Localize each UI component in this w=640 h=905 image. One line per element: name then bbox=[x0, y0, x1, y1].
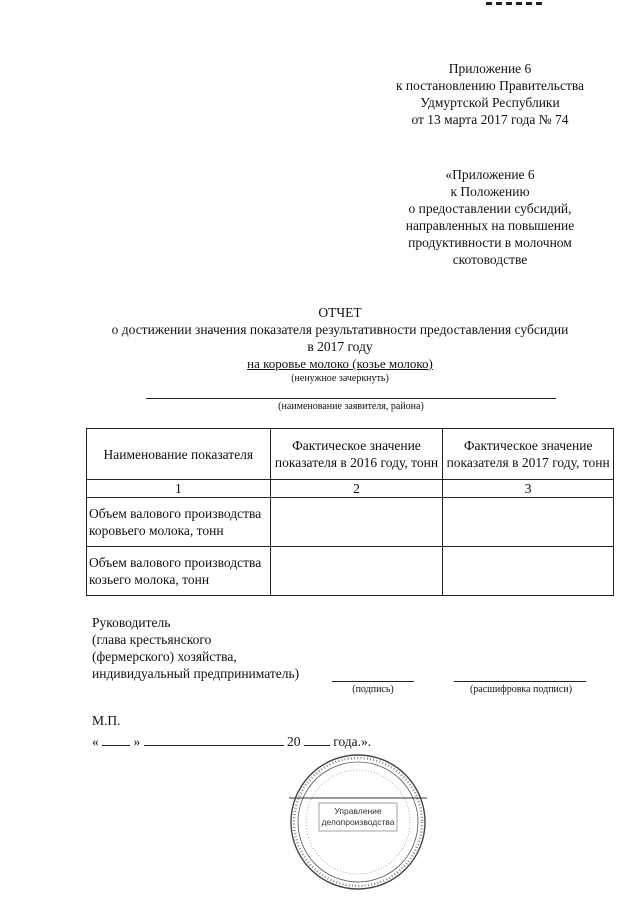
signature-field-line bbox=[332, 681, 414, 682]
row-cow-milk-label: Объем валового производства коровьего молока, тонн bbox=[87, 498, 271, 547]
table-number-row bbox=[87, 480, 614, 498]
report-heading: ОТЧЕТ bbox=[318, 305, 362, 320]
column-number-3: 3 bbox=[443, 480, 614, 498]
signature-block bbox=[92, 614, 352, 682]
year-blank[interactable] bbox=[304, 733, 330, 746]
signature-line-3: (фермерского) хозяйства, bbox=[92, 649, 237, 664]
row-cow-milk-2017[interactable] bbox=[443, 498, 614, 547]
appendix-header bbox=[380, 60, 600, 128]
column-number-1: 1 bbox=[87, 480, 271, 498]
column-number-2: 2 bbox=[270, 480, 443, 498]
appendix-line-1: Приложение 6 bbox=[448, 61, 532, 76]
day-blank[interactable] bbox=[102, 733, 130, 746]
applicant-name-line bbox=[146, 398, 556, 399]
signature-line-4: индивидуальный предприниматель) bbox=[92, 666, 300, 681]
row-goat-milk-2017[interactable] bbox=[443, 547, 614, 596]
office-stamp bbox=[289, 753, 427, 891]
sub-appendix-line-5: продуктивности в молочном bbox=[408, 235, 572, 250]
table-row bbox=[87, 547, 614, 596]
report-title-line-2: в 2017 году bbox=[307, 339, 373, 354]
applicant-caption: (наименование заявителя, района) bbox=[278, 401, 424, 412]
stamp-text-2: делопроизводства bbox=[321, 817, 395, 827]
month-blank[interactable] bbox=[144, 733, 284, 746]
seal-placeholder: М.П. bbox=[92, 713, 121, 728]
sub-appendix-line-3: о предоставлении субсидий, bbox=[408, 201, 572, 216]
sub-appendix-line-1: «Приложение 6 bbox=[445, 167, 535, 182]
row-goat-milk-2016[interactable] bbox=[270, 547, 443, 596]
date-open-quote: « bbox=[92, 734, 99, 749]
appendix-line-3: Удмуртской Республики bbox=[420, 95, 560, 110]
year-prefix: 20 bbox=[287, 734, 301, 749]
report-title bbox=[40, 304, 640, 385]
table-header-row bbox=[87, 429, 614, 480]
row-goat-milk-label: Объем валового производства козьего молока, тонн bbox=[87, 547, 271, 596]
strike-note: (ненужное зачеркнуть) bbox=[291, 373, 389, 384]
row-cow-milk-2016[interactable] bbox=[270, 498, 443, 547]
report-title-line-3: на коровье молоко (козье молоко) bbox=[247, 356, 433, 371]
sub-appendix-line-2: к Положению bbox=[450, 184, 530, 199]
scan-artifact bbox=[486, 2, 566, 7]
header-indicator-name: Наименование показателя bbox=[87, 429, 271, 480]
table-row bbox=[87, 498, 614, 547]
year-suffix: года.». bbox=[333, 734, 372, 749]
signature-line-1: Руководитель bbox=[92, 615, 171, 630]
signature-decode-caption: (расшифровка подписи) bbox=[469, 684, 573, 695]
appendix-line-2: к постановлению Правительства bbox=[395, 78, 585, 93]
signature-caption: (подпись) bbox=[352, 684, 394, 695]
header-value-2017: Фактическое значение показателя в 2017 году, тонн bbox=[443, 429, 614, 480]
signature-line-2: (глава крестьянского bbox=[92, 632, 212, 647]
sub-appendix-line-4: направленных на повышение bbox=[405, 218, 575, 233]
stamp-text-1: Управление bbox=[334, 806, 382, 816]
header-value-2016: Фактическое значение показателя в 2016 году, тонн bbox=[270, 429, 443, 480]
report-table bbox=[86, 428, 614, 596]
report-title-line-1: о достижении значения показателя результативности предоставления субсидии bbox=[111, 322, 569, 337]
sub-appendix-line-6: скотоводстве bbox=[452, 252, 528, 267]
sub-appendix-header bbox=[380, 166, 600, 268]
date-line bbox=[92, 733, 392, 750]
signature-decode-line bbox=[454, 681, 586, 682]
appendix-line-4: от 13 марта 2017 года № 74 bbox=[411, 112, 569, 127]
date-close-quote: » bbox=[133, 734, 141, 749]
